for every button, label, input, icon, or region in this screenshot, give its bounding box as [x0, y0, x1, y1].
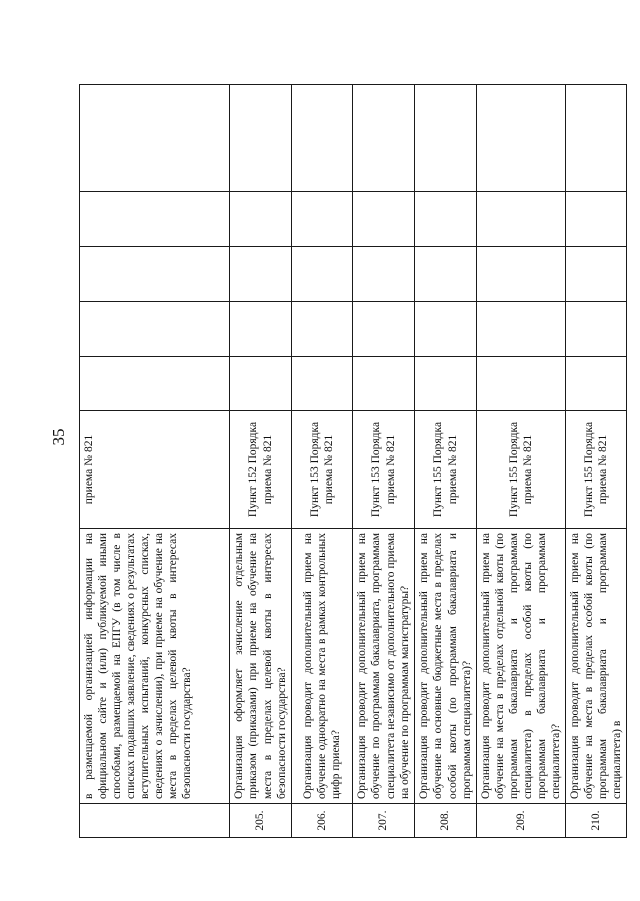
question-cell: Организация проводит дополнительный прием на обучение по программам бакалавриата, программам специалитета независимо от дополнительного приема на обучение по программам магистратуры? [353, 529, 415, 804]
empty-answer-cell [477, 85, 566, 192]
empty-answer-cell [566, 357, 627, 411]
question-cell: Организация проводит дополнительный прием на обучение на основные бюджетные места в пределах особой квоты (по программам бакалавриата и программам специалитета)? [415, 529, 477, 804]
empty-answer-cell [80, 357, 230, 411]
question-cell: Организация проводит дополнительный прием на обучение на места в пределах особой квоты (по программам бакалавриата и программам специалитета) в [566, 529, 627, 804]
empty-answer-cell [415, 192, 477, 247]
empty-answer-cell [230, 85, 292, 192]
empty-answer-cell [415, 85, 477, 192]
empty-answer-cell [80, 302, 230, 357]
row-number-cell: 206. [292, 804, 353, 838]
reference-cell: Пункт 153 Порядка приема № 821 [353, 411, 415, 529]
table-row [353, 85, 415, 838]
empty-answer-cell [230, 247, 292, 302]
empty-answer-cell [353, 247, 415, 302]
row-number-cell: 205. [230, 804, 292, 838]
checklist-table [79, 84, 627, 838]
empty-answer-cell [353, 192, 415, 247]
empty-answer-cell [353, 357, 415, 411]
reference-cell: Пункт 155 Порядка приема № 821 [566, 411, 627, 529]
empty-answer-cell [566, 192, 627, 247]
rotated-table-container [79, 85, 624, 838]
empty-answer-cell [566, 247, 627, 302]
empty-answer-cell [80, 85, 230, 192]
empty-answer-cell [566, 85, 627, 192]
table-row [566, 85, 627, 838]
table-row [80, 85, 230, 838]
row-number-cell [80, 804, 230, 838]
empty-answer-cell [477, 357, 566, 411]
empty-answer-cell [292, 357, 353, 411]
page-number: 35 [49, 428, 68, 446]
empty-answer-cell [230, 302, 292, 357]
empty-answer-cell [566, 302, 627, 357]
reference-cell: Пункт 153 Порядка приема № 821 [292, 411, 353, 529]
empty-answer-cell [230, 192, 292, 247]
checklist-table-body [80, 85, 627, 838]
empty-answer-cell [230, 357, 292, 411]
reference-cell: Пункт 155 Порядка приема № 821 [415, 411, 477, 529]
reference-cell: Пункт 155 Порядка приема № 821 [477, 411, 566, 529]
empty-answer-cell [292, 247, 353, 302]
table-row [230, 85, 292, 838]
table-row [477, 85, 566, 838]
question-cell: Организация проводит дополнительный прием на обучение на места в пределах отдельной квоты (по программам бакалавриата и программам специалитета) в пределах особой квоты (по программам бакалавриата и программам специалитета)? [477, 529, 566, 804]
row-number-cell: 210. [566, 804, 627, 838]
empty-answer-cell [292, 85, 353, 192]
table-row [292, 85, 353, 838]
row-number-cell: 208. [415, 804, 477, 838]
empty-answer-cell [80, 247, 230, 302]
empty-answer-cell [292, 302, 353, 357]
empty-answer-cell [477, 192, 566, 247]
reference-cell: Пункт 152 Порядка приема № 821 [230, 411, 292, 529]
reference-cell: приема № 821 [80, 411, 230, 529]
empty-answer-cell [415, 357, 477, 411]
row-number-cell: 207. [353, 804, 415, 838]
question-cell: Организация проводит дополнительный прием на обучение однократно на места в рамках контрольных цифр приема? [292, 529, 353, 804]
empty-answer-cell [477, 302, 566, 357]
empty-answer-cell [292, 192, 353, 247]
empty-answer-cell [353, 85, 415, 192]
table-row [415, 85, 477, 838]
empty-answer-cell [353, 302, 415, 357]
row-number-cell: 209. [477, 804, 566, 838]
empty-answer-cell [80, 192, 230, 247]
question-cell: Организация оформляет зачисление отдельным приказом (приказами) при приеме на обучение на места в пределах целевой квоты в интересах безопасности государства? [230, 529, 292, 804]
empty-answer-cell [477, 247, 566, 302]
empty-answer-cell [415, 247, 477, 302]
empty-answer-cell [415, 302, 477, 357]
question-cell: в размещаемой организацией информации на официальном сайте и (или) публикуемой иными способами, размещаемой на ЕПГУ (в том числе в списках подавших заявление, сведениях о результатах вступительных испытаний, конкурсных списках, сведениях о зачислении), при приеме на обучение на места в пределах целевой квоты в интересах безопасности государства? [80, 529, 230, 804]
